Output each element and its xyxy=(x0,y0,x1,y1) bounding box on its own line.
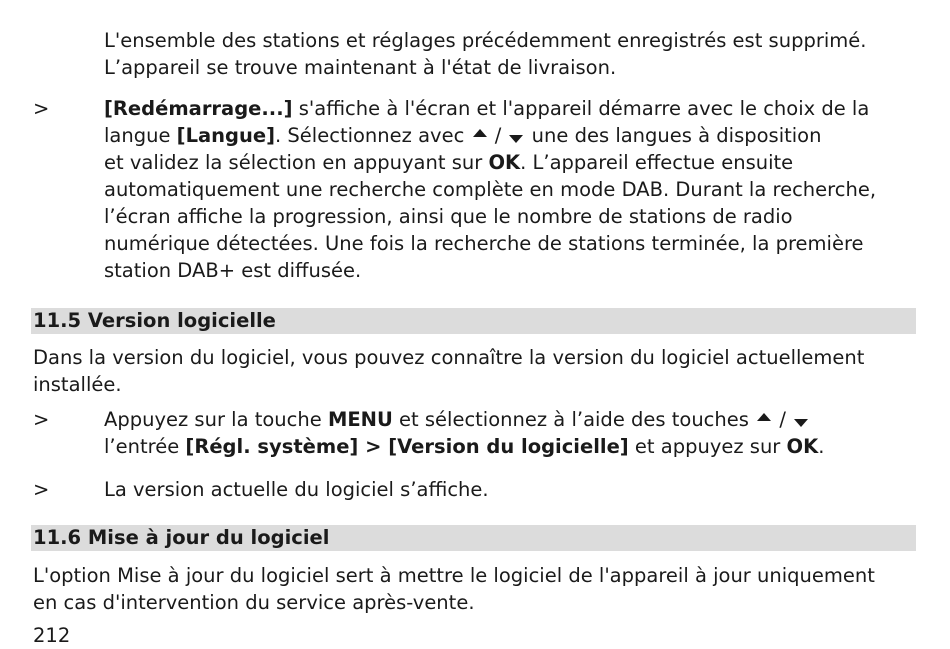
bullet-marker: > xyxy=(33,97,50,120)
bullet-restart-line-4: automatiquement une recherche complète en mode DAB. Durant la recherche, xyxy=(104,178,877,201)
paragraph-version-line-2: installée. xyxy=(33,373,122,396)
bullet-marker: > xyxy=(33,408,50,431)
language-label: [Langue] xyxy=(176,124,276,147)
ok-label: OK xyxy=(488,151,521,174)
triangle-up-icon xyxy=(473,129,487,137)
paragraph-update-line-2: en cas d'intervention du service après-vente. xyxy=(33,591,475,614)
restart-label: [Redémarrage...] xyxy=(104,97,293,120)
paragraph-version-line-1: Dans la version du logiciel, vous pouvez connaître la version du logiciel actuellement xyxy=(33,346,865,369)
bullet-restart-line-2: langue [Langue]. Sélectionnez avec / une des langues à disposition xyxy=(104,124,822,147)
bullet-marker: > xyxy=(33,478,50,501)
paragraph-reset-line-1: L'ensemble des stations et réglages précédemment enregistrés est supprimé. xyxy=(104,29,867,52)
triangle-down-icon xyxy=(509,135,523,143)
menu-label: MENU xyxy=(327,408,393,431)
section-heading-software-version: 11.5 Version logicielle xyxy=(31,308,916,334)
bullet-restart-line-1: [Redémarrage...] s'affiche à l'écran et l'appareil démarre avec le choix de la xyxy=(104,97,870,120)
paragraph-update-line-1: L'option Mise à jour du logiciel sert à mettre le logiciel de l'appareil à jour uniquement xyxy=(33,564,875,587)
bullet-menu-line-1: Appuyez sur la touche MENU et sélectionnez à l’aide des touches / xyxy=(104,406,810,433)
menu-path-label: [Régl. système] > [Version du logicielle] xyxy=(185,435,629,458)
bullet-version-display: La version actuelle du logiciel s’affiche. xyxy=(104,478,489,501)
triangle-up-icon xyxy=(757,413,771,421)
section-heading-software-update: 11.6 Mise à jour du logiciel xyxy=(31,525,916,551)
ok-label: OK xyxy=(786,435,819,458)
triangle-down-icon xyxy=(794,419,808,427)
bullet-restart-line-3: et validez la sélection en appuyant sur OK. L’appareil effectue ensuite xyxy=(104,151,794,174)
page-number: 212 xyxy=(33,624,71,647)
bullet-restart-line-6: numérique détectées. Une fois la recherche de stations terminée, la première xyxy=(104,232,864,255)
paragraph-reset-line-2: L’appareil se trouve maintenant à l'état de livraison. xyxy=(104,56,617,79)
bullet-menu-line-2: l’entrée [Régl. système] > [Version du logicielle] et appuyez sur OK. xyxy=(104,435,825,458)
bullet-restart-line-7: station DAB+ est diffusée. xyxy=(104,259,362,282)
bullet-restart-line-5: l’écran affiche la progression, ainsi que le nombre de stations de radio xyxy=(104,205,793,228)
